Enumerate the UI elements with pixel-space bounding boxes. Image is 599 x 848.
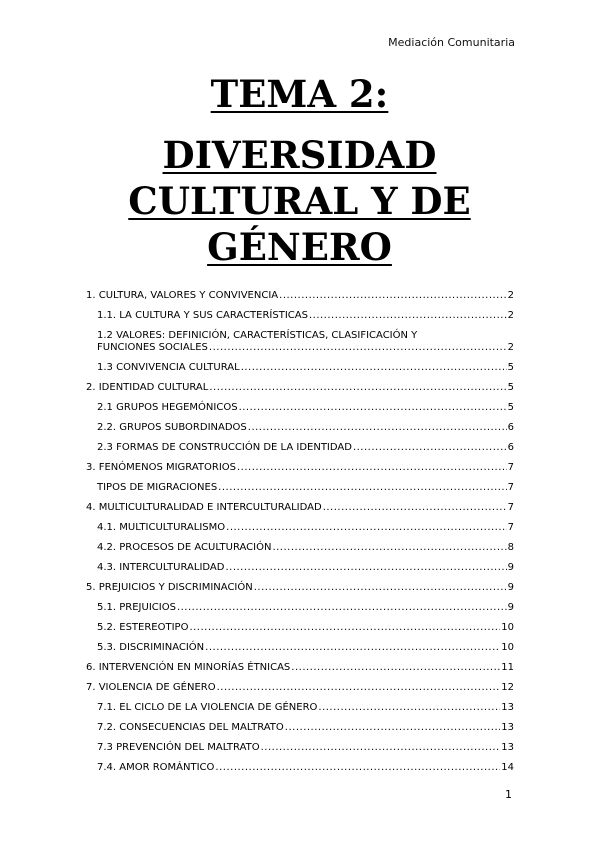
leader-dots [225,562,506,574]
toc-entry-label: 7.3 PREVENCIÓN DEL MALTRATO [97,742,260,753]
toc-entry-label: 5.1. PREJUICIOS [97,602,176,613]
toc-entry-label: 2. IDENTIDAD CULTURAL [86,382,209,393]
toc-entry-page: 7 [507,462,514,473]
toc-entry-page: 5 [507,382,514,393]
leader-dots [237,462,507,474]
leader-dots [218,482,506,494]
toc-entry[interactable] [86,582,514,594]
leader-dots [215,762,500,774]
toc-entry-label: 7.2. CONSECUENCIAS DEL MALTRATO [97,722,284,733]
toc-entry-label: 4.3. INTERCULTURALIDAD [97,562,225,573]
leader-dots [248,422,507,434]
leader-dots [323,502,507,514]
toc-entry-label: 4.2. PROCESOS DE ACULTURACIÓN [97,542,272,553]
toc-entry-page: 13 [501,742,514,753]
leader-dots [272,542,506,554]
toc-entry[interactable] [86,662,514,674]
toc-entry-page: 9 [507,582,514,593]
toc-entry[interactable] [86,290,514,302]
toc-entry-label: 1. CULTURA, VALORES Y CONVIVENCIA [86,290,279,301]
toc-entry-page: 2 [507,310,514,321]
leader-dots [254,582,507,594]
toc-entry[interactable] [86,422,514,434]
leader-dots [261,742,501,754]
toc-entry-label: 7.4. AMOR ROMÁNTICO [97,762,215,773]
toc-entry[interactable] [86,382,514,394]
toc-entry-label-line1: 1.2 VALORES: DEFINICIÓN, CARACTERÍSTICAS, CLASIFICACIÓN Y [97,330,418,341]
page-number: 1 [505,788,512,801]
toc-entry-page: 9 [507,562,514,573]
toc-entry-page: 12 [501,682,514,693]
toc-entry[interactable] [86,622,514,634]
toc-entry[interactable] [86,742,514,754]
leader-dots [318,702,500,714]
leader-dots [189,622,500,634]
leader-dots [217,682,501,694]
toc-entry-label: 6. INTERVENCIÓN EN MINORÍAS ÉTNICAS [86,662,291,673]
toc-entry-page: 5 [507,362,514,373]
toc-entry-page: 10 [501,642,514,653]
toc-entry[interactable] [86,502,514,514]
leader-dots [353,442,507,454]
toc-entry-label: 2.3 FORMAS DE CONSTRUCCIÓN DE LA IDENTIDAD [97,442,352,453]
toc-entry-label: 1.3 CONVIVENCIA CULTURAL [97,362,240,373]
leader-dots [241,362,507,374]
leader-dots [285,722,500,734]
toc-entry-label: 5. PREJUICIOS Y DISCRIMINACIÓN [86,582,253,593]
toc-entry[interactable] [86,722,514,734]
running-header: Mediación Comunitaria [388,36,515,49]
toc-entry-page: 10 [501,622,514,633]
toc-entry[interactable] [86,402,514,414]
toc-entry-page: 2 [507,290,514,301]
toc-entry-label: FUNCIONES SOCIALES [97,342,208,353]
toc-entry[interactable] [86,522,514,534]
toc-entry-page: 14 [501,762,514,773]
toc-entry-label: 4. MULTICULTURALIDAD E INTERCULTURALIDAD [86,502,322,513]
title-line-3: CULTURAL Y DE [128,179,471,223]
toc-entry[interactable] [86,310,514,322]
title-line-1: TEMA 2: [210,72,389,116]
title-block [0,132,599,270]
toc-entry-page: 11 [501,662,514,673]
title-line-2: DIVERSIDAD [162,133,437,177]
toc-entry-label: 4.1. MULTICULTURALISMO [97,522,226,533]
toc-entry[interactable] [86,642,514,654]
toc-entry[interactable] [86,762,514,774]
toc-entry-label: TIPOS DE MIGRACIONES [97,482,218,493]
toc-entry-label: 2.2. GRUPOS SUBORDINADOS [97,422,247,433]
toc-entry-page: 7 [507,522,514,533]
toc-entry[interactable] [86,542,514,554]
toc-entry[interactable] [86,602,514,614]
toc-entry[interactable] [86,462,514,474]
leader-dots [309,310,507,322]
leader-dots [291,662,500,674]
leader-dots [177,602,507,614]
toc-entry-page: 9 [507,602,514,613]
toc-entry-page: 13 [501,722,514,733]
toc-entry-label: 2.1 GRUPOS HEGEMÓNICOS [97,402,238,413]
leader-dots [209,342,507,354]
leader-dots [239,402,507,414]
toc-entry-page: 7 [507,482,514,493]
toc-entry-label: 1.1. LA CULTURA Y SUS CARACTERÍSTICAS [97,310,308,321]
toc-entry[interactable] [86,682,514,694]
toc-entry-page: 8 [507,542,514,553]
toc-entry-page: 7 [507,502,514,513]
leader-dots [205,642,500,654]
leader-dots [279,290,506,302]
toc-entry[interactable] [86,330,514,354]
toc-entry-page: 13 [501,702,514,713]
toc-entry-label: 3. FENÓMENOS MIGRATORIOS [86,462,236,473]
title-line-4: GÉNERO [207,225,392,269]
toc-entry[interactable] [86,562,514,574]
leader-dots [209,382,506,394]
toc-entry[interactable] [86,362,514,374]
toc-entry[interactable] [86,702,514,714]
toc-entry[interactable] [86,442,514,454]
toc-entry-page: 2 [507,342,514,353]
toc-entry-label: 7. VIOLENCIA DE GÉNERO [86,682,216,693]
toc-entry-label: 5.3. DISCRIMINACIÓN [97,642,205,653]
toc-entry-page: 5 [507,402,514,413]
toc-entry-page: 6 [507,442,514,453]
toc-entry[interactable] [86,482,514,494]
toc-entry-label: 5.2. ESTEREOTIPO [97,622,189,633]
toc-entry-label: 7.1. EL CICLO DE LA VIOLENCIA DE GÉNERO [97,702,318,713]
toc-entry-page: 6 [507,422,514,433]
leader-dots [226,522,506,534]
table-of-contents [86,290,514,774]
